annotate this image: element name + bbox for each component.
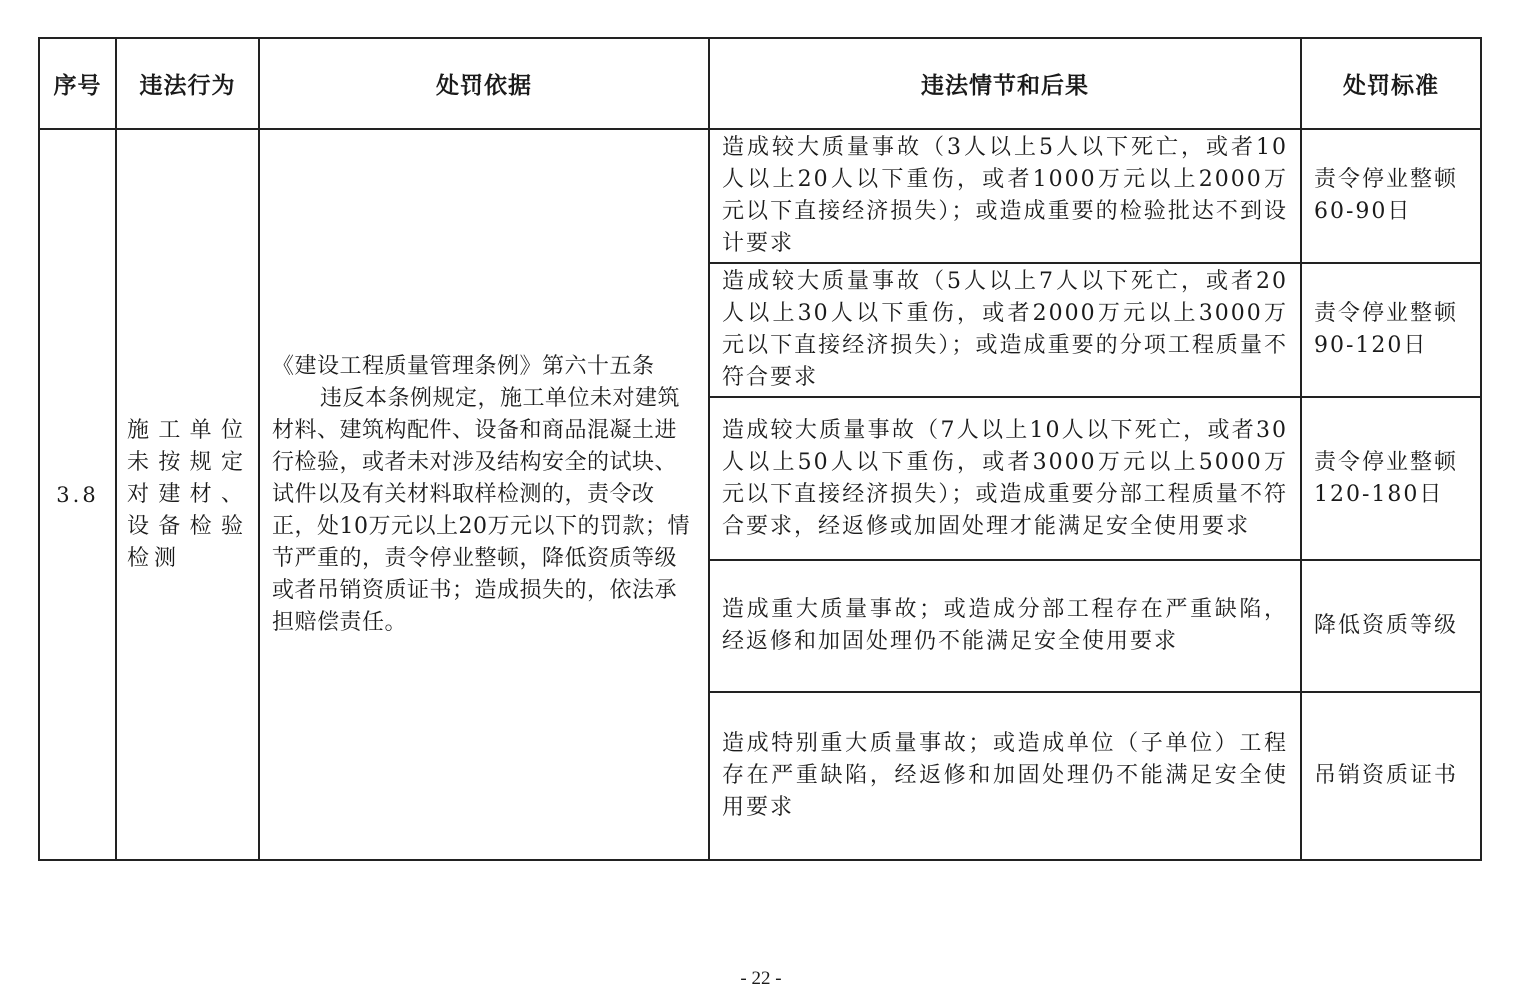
case-detail-2: 造成较大质量事故（5人以上7人以下死亡，或者20人以上30人以下重伤，或者2000万元以上3000万元以下直接经济损失）；或造成重要的分项工程质量不符合要求 xyxy=(709,263,1301,397)
basis-title: 《建设工程质量管理条例》第六十五条 xyxy=(272,353,655,379)
penalty-table xyxy=(38,37,1482,861)
case-standard-2: 责令停业整顿90-120日 xyxy=(1301,263,1481,397)
case-detail-3: 造成较大质量事故（7人以上10人以下死亡，或者30人以上50人以下重伤，或者3000万元以上5000万元以下直接经济损失）；或造成重要分部工程质量不符合要求，经返修或加固处理才能满足安全使用要求 xyxy=(709,397,1301,560)
entry-behavior: 施工单位未按规定对建材、设备检验检测 xyxy=(116,129,259,860)
header-basis: 处罚依据 xyxy=(259,38,709,129)
case-detail-5: 造成特别重大质量事故；或造成单位（子单位）工程存在严重缺陷，经返修和加固处理仍不能满足安全使用要求 xyxy=(709,692,1301,860)
case-detail-1: 造成较大质量事故（3人以上5人以下死亡，或者10人以上20人以下重伤，或者1000万元以上2000万元以下直接经济损失）；或造成重要的检验批达不到设计要求 xyxy=(709,129,1301,263)
header-seq: 序号 xyxy=(39,38,116,129)
case-standard-1: 责令停业整顿60-90日 xyxy=(1301,129,1481,263)
basis-text: 违反本条例规定，施工单位未对建筑材料、建筑构配件、设备和商品混凝土进行检验，或者未对涉及结构安全的试块、试件以及有关材料取样检测的，责令改正，处10万元以上20万元以下的罚款；情节严重的，责令停业整顿，降低资质等级或者吊销资质证书；造成损失的，依法承担赔偿责任。 xyxy=(272,385,690,635)
case-standard-5: 吊销资质证书 xyxy=(1301,692,1481,860)
header-standard: 处罚标准 xyxy=(1301,38,1481,129)
header-behavior: 违法行为 xyxy=(116,38,259,129)
page-number: - 22 - xyxy=(740,968,782,989)
header-row xyxy=(39,38,1481,129)
case-standard-3: 责令停业整顿120-180日 xyxy=(1301,397,1481,560)
entry-seq: 3.8 xyxy=(39,129,116,860)
entry-basis xyxy=(259,129,709,860)
case-standard-4: 降低资质等级 xyxy=(1301,560,1481,692)
header-details: 违法情节和后果 xyxy=(709,38,1301,129)
case-detail-4: 造成重大质量事故；或造成分部工程存在严重缺陷，经返修和加固处理仍不能满足安全使用要求 xyxy=(709,560,1301,692)
table-row xyxy=(39,129,1481,263)
